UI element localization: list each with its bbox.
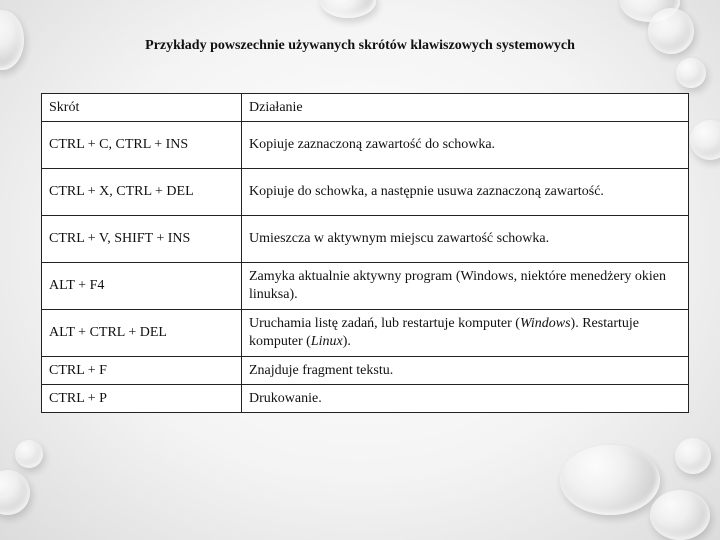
action-cell <box>242 310 689 357</box>
shortcuts-table <box>41 93 689 413</box>
water-drop-decoration <box>320 0 376 18</box>
action-text: Uruchamia listę zadań, lub restartuje komputer ( <box>249 316 520 331</box>
water-drop-decoration <box>0 470 30 515</box>
header-shortcut: Skrót <box>42 94 242 122</box>
slide-title: Przykłady powszechnie używanych skrótów klawiszowych systemowych <box>145 38 575 53</box>
table-row <box>42 310 689 357</box>
table-row <box>42 357 689 385</box>
water-drop-decoration <box>676 58 706 88</box>
water-drop-decoration <box>15 440 43 468</box>
shortcut-cell: CTRL + F <box>42 357 242 385</box>
action-cell: Kopiuje do schowka, a następnie usuwa zaznaczoną zawartość. <box>242 169 689 216</box>
action-emphasis: Windows <box>519 316 571 331</box>
action-cell: Zamyka aktualnie aktywny program (Windows, niektóre menedżery okien linuksa). <box>242 263 689 310</box>
table-row <box>42 169 689 216</box>
action-cell: Umieszcza w aktywnym miejscu zawartość schowka. <box>242 216 689 263</box>
table-row <box>42 263 689 310</box>
water-drop-decoration <box>675 438 711 474</box>
water-drop-decoration <box>650 490 710 540</box>
action-emphasis: Linux <box>310 334 343 349</box>
table-row <box>42 122 689 169</box>
shortcut-cell: CTRL + P <box>42 385 242 413</box>
shortcut-cell: ALT + CTRL + DEL <box>42 310 242 357</box>
shortcut-cell: CTRL + X, CTRL + DEL <box>42 169 242 216</box>
table-row <box>42 385 689 413</box>
table-row <box>42 216 689 263</box>
header-action: Działanie <box>242 94 689 122</box>
action-cell: Znajduje fragment tekstu. <box>242 357 689 385</box>
action-text: ). <box>342 334 351 349</box>
action-text: ). Restartuje komputer ( <box>249 316 639 349</box>
action-cell: Kopiuje zaznaczoną zawartość do schowka. <box>242 122 689 169</box>
action-cell: Drukowanie. <box>242 385 689 413</box>
water-drop-decoration <box>560 445 660 515</box>
shortcut-cell: CTRL + V, SHIFT + INS <box>42 216 242 263</box>
water-drop-decoration <box>690 120 720 160</box>
shortcut-cell: CTRL + C, CTRL + INS <box>42 122 242 169</box>
table-header-row <box>42 94 689 122</box>
shortcut-cell: ALT + F4 <box>42 263 242 310</box>
